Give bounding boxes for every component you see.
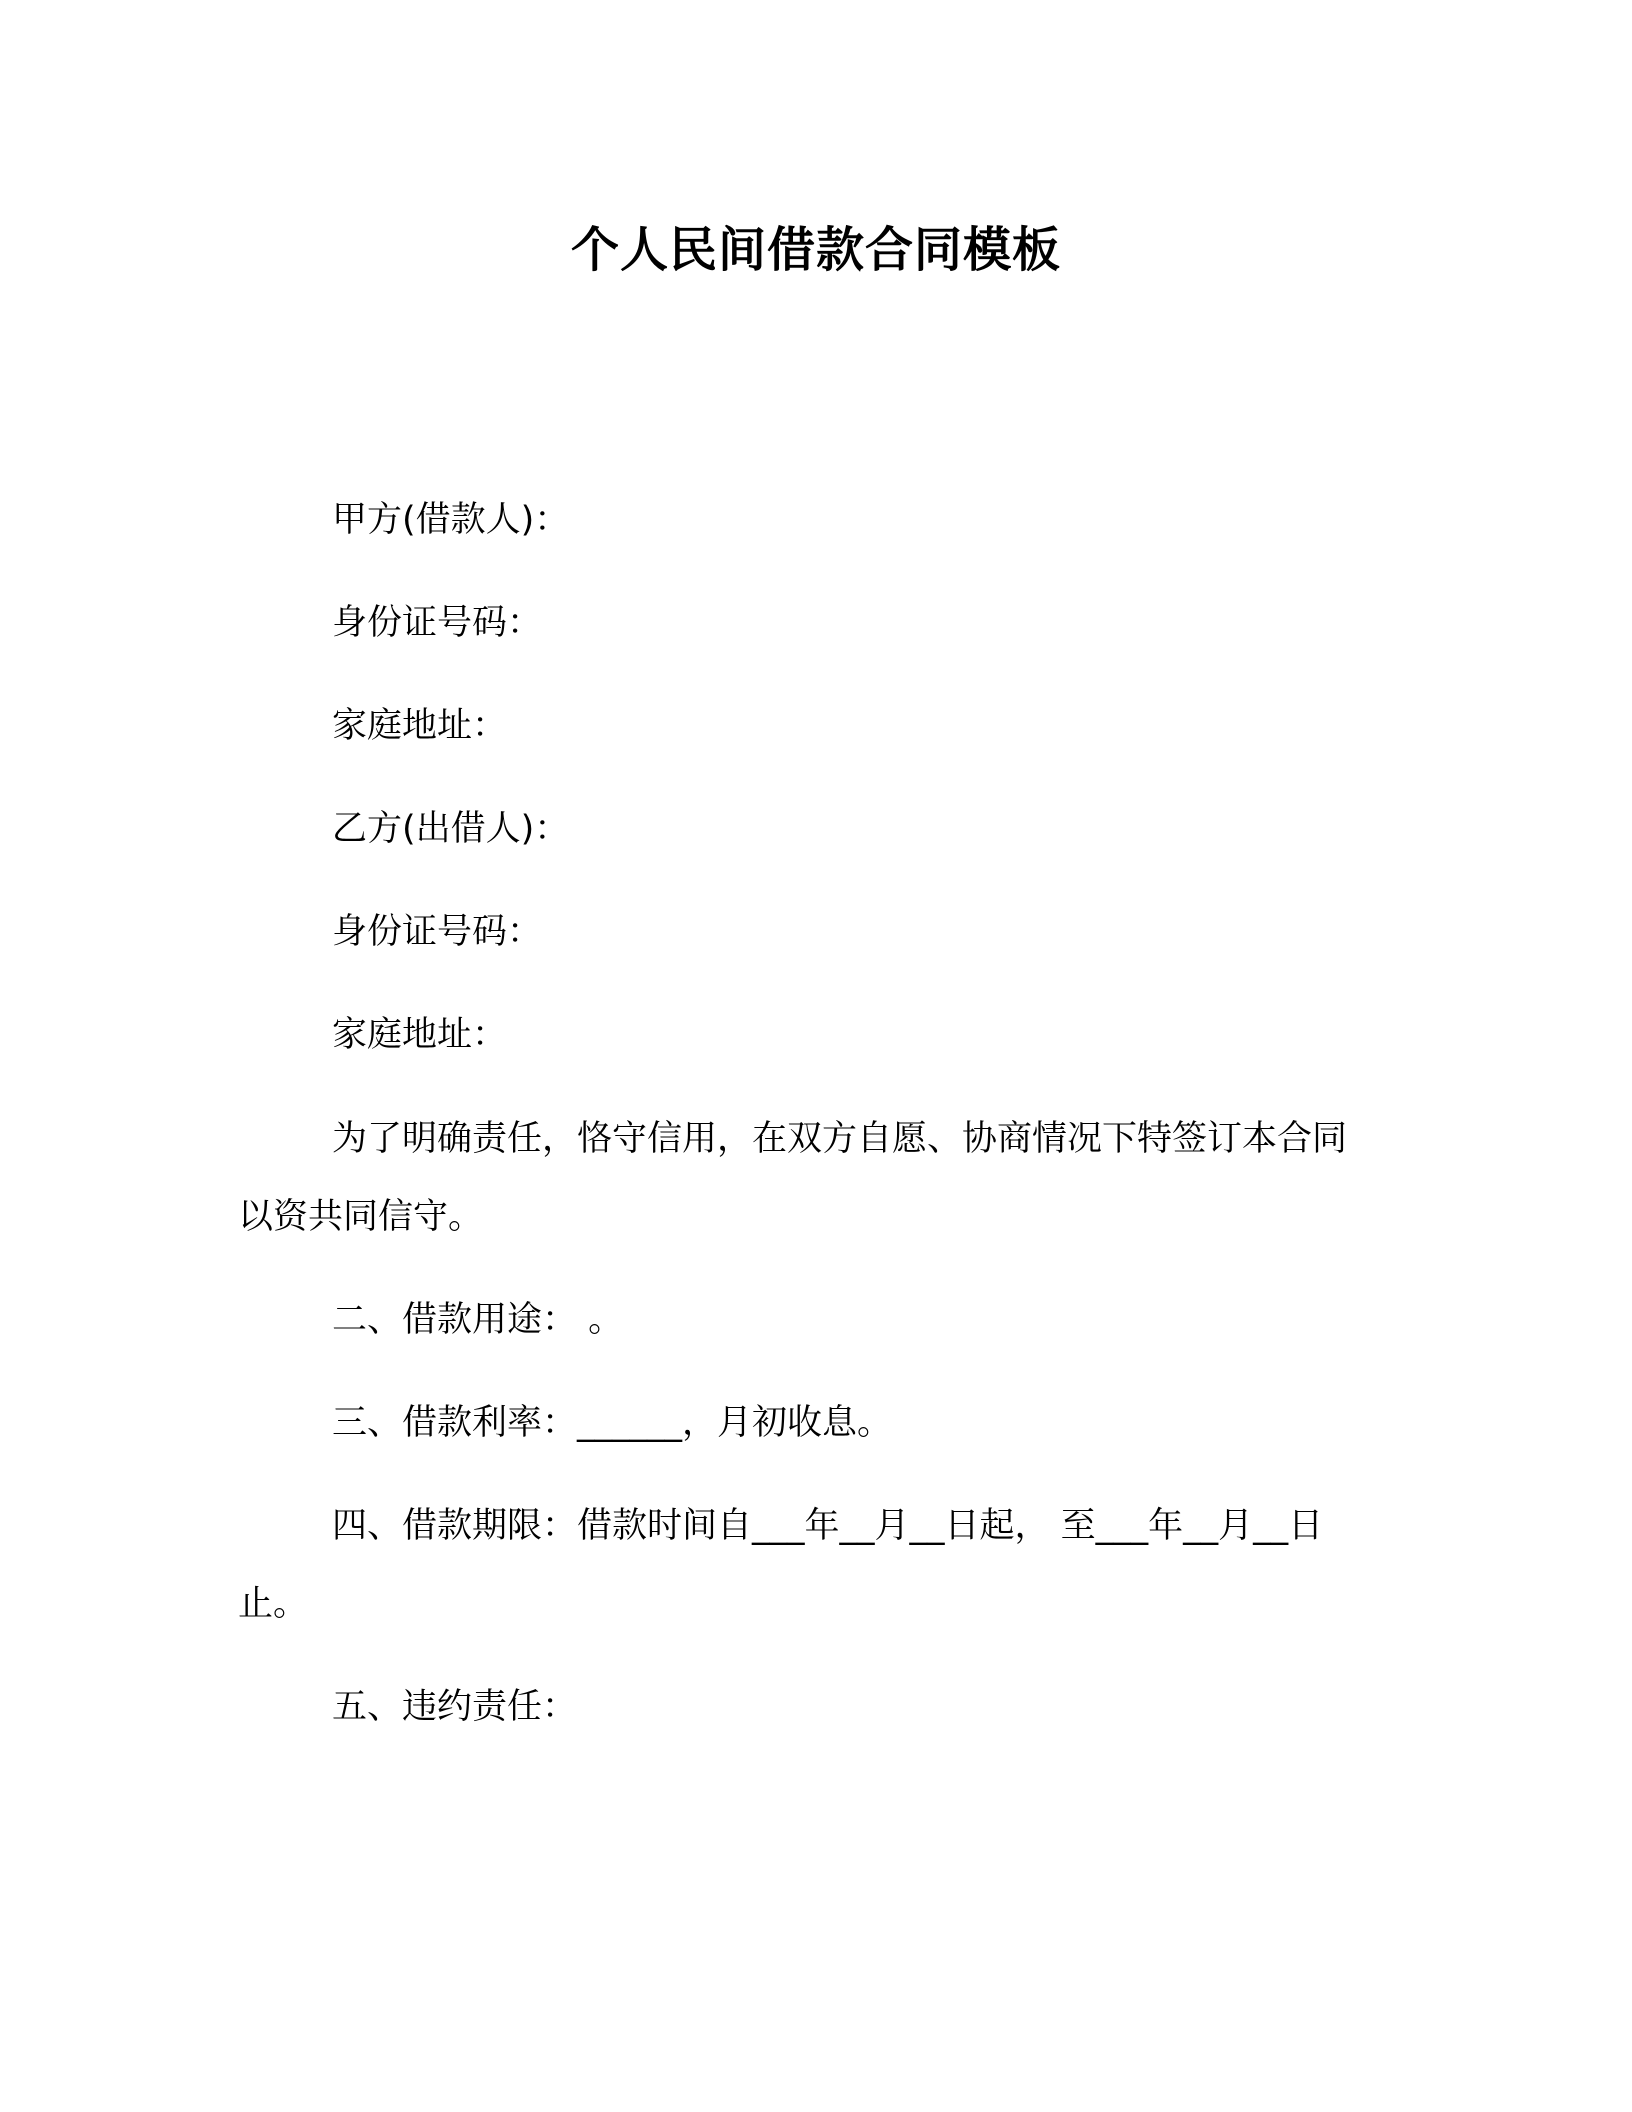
party-a-id-label: 身份证号码：: [332, 603, 543, 643]
document-title: 个人民间借款合同模板: [570, 222, 1061, 278]
clause-2-purpose: 二、借款用途： 。: [332, 1300, 624, 1340]
party-b-address-label: 家庭地址：: [332, 1015, 508, 1055]
clause-5-liability: 五、违约责任：: [332, 1687, 578, 1727]
party-b-label: 乙方(出借人)：: [332, 809, 570, 849]
preamble-text: 为了明确责任，恪守信用，在双方自愿、协商情况下特签订本合同以资共同信守。: [238, 1119, 1348, 1237]
clause-3-interest-rate: 三、借款利率：______，月初收息。: [332, 1403, 893, 1443]
party-a-address-label: 家庭地址：: [332, 706, 508, 746]
party-a-label: 甲方(借款人)：: [332, 500, 570, 540]
preamble-paragraph: [238, 1100, 1378, 1256]
clause-4-term-text: 四、借款期限：借款时间自___年__月__日起， 至___年__月__日止。: [238, 1506, 1324, 1624]
clause-4-term: [238, 1487, 1378, 1643]
party-b-id-label: 身份证号码：: [332, 912, 543, 952]
